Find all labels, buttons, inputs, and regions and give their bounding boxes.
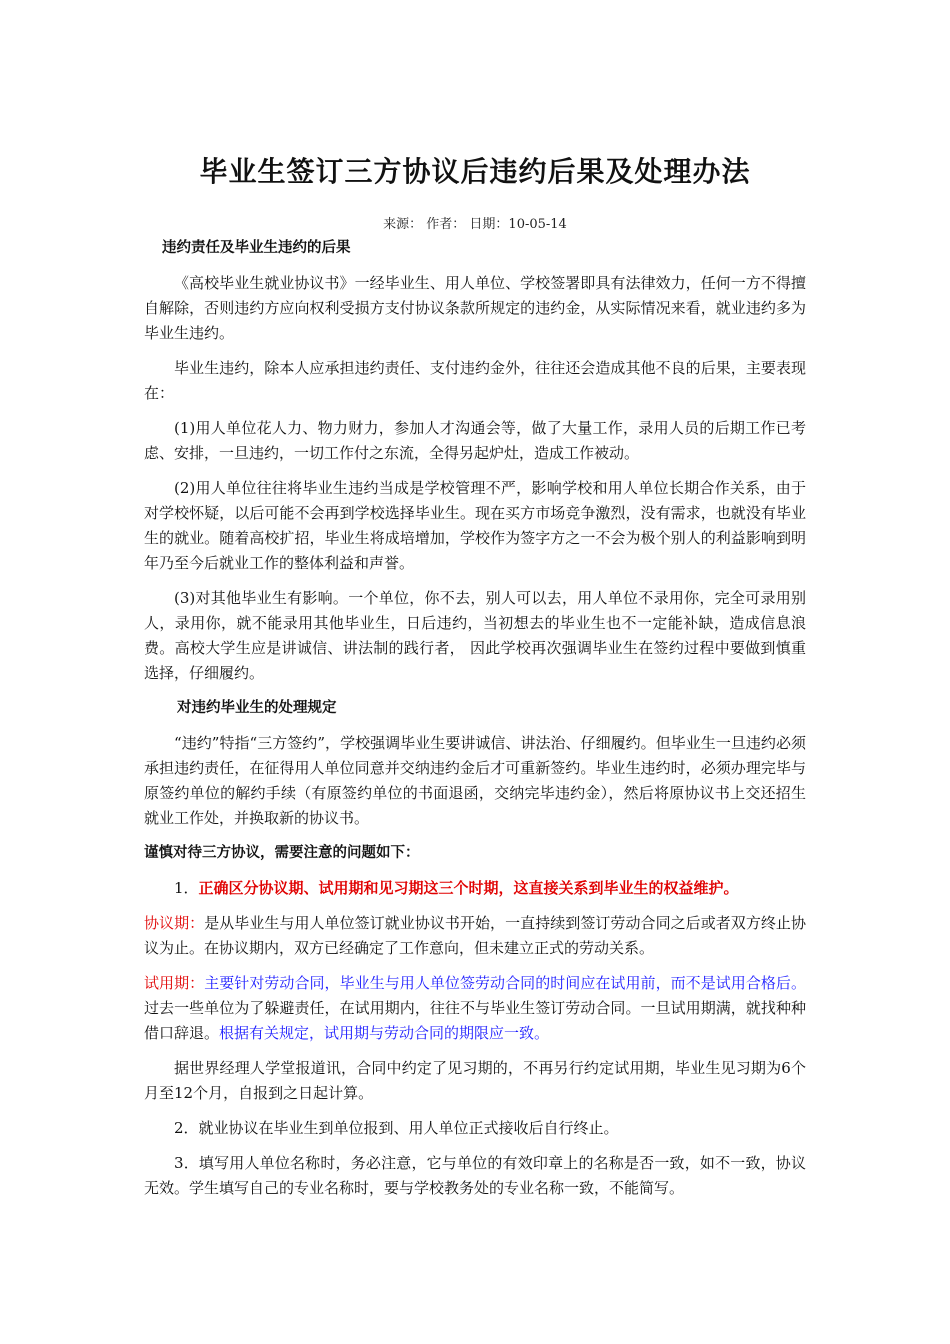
paragraph: (2)用人单位往往将毕业生违约当成是学校管理不严，影响学校和用人单位长期合作关系，由于对学校怀疑，以后可能不会再到学校选择毕业生。现在买方市场竞争激烈，没有需求，也就没有毕业生的就业。随着高校扩招，毕业生将成培增加，学校作为签字方之一不会为极个别人的利益影响到明年乃至今后就业工作的整体利益和声誉。 bbox=[144, 479, 806, 572]
paragraph-probation-period bbox=[144, 971, 806, 1046]
section-heading-breach: 违约责任及毕业生违约的后果 bbox=[162, 240, 351, 256]
article-body bbox=[144, 236, 806, 1211]
list-item: 2．就业协议在毕业生到单位报到、用人单位正式接收后自行终止。 bbox=[174, 1119, 619, 1137]
paragraph: “违约”特指“三方签约”，学校强调毕业生要讲诚信、讲法治、仔细履约。但毕业生一旦违约必须承担违约责任，在征得用人单位同意并交纳违约金后才可重新签约。毕业生违约时，必须办理完毕与原签约单位的解约手续（有原签约单位的书面退函，交纳完毕违约金），然后将原协议书上交还招生就业工作处，并换取新的协议书。 bbox=[144, 734, 806, 827]
list-item-highlight: 正确区分协议期、试用期和见习期这三个时期，这直接关系到毕业生的权益维护。 bbox=[198, 879, 739, 897]
page-title: 毕业生签订三方协议后违约后果及处理办法 bbox=[199, 155, 751, 188]
term-highlight: 主要针对劳动合同，毕业生与用人单位签劳动合同的时间应在试用前，而不是试用合格后。 bbox=[204, 974, 806, 992]
term-text: 是从毕业生与用人单位签订就业协议书开始，一直持续到签订劳动合同之后或者双方终止协议为止。在协议期内，双方已经确定了工作意向，但未建立正式的劳动关系。 bbox=[144, 914, 806, 957]
list-item-number: 1． bbox=[174, 879, 199, 897]
paragraph: (1)用人单位花人力、物力财力，参加人才沟通会等，做了大量工作，录用人员的后期工作已考虑、安排，一旦违约，一切工作付之东流，全得另起炉灶，造成工作被动。 bbox=[144, 419, 806, 462]
section-heading-notes: 谨慎对待三方协议，需要注意的问题如下： bbox=[144, 845, 420, 861]
paragraph-agreement-period bbox=[144, 911, 806, 961]
paragraph: 《高校毕业生就业协议书》一经毕业生、用人单位、学校签署即具有法律效力，任何一方不得擅自解除，否则违约方应向权利受损方支付协议条款所规定的违约金，从实际情况来看，就业违约多为毕业生违约。 bbox=[144, 274, 806, 342]
list-item bbox=[144, 876, 806, 901]
paragraph: (3)对其他毕业生有影响。一个单位，你不去，别人可以去，用人单位不录用你，完全可录用别人，录用你，就不能录用其他毕业生，日后违约，当初想去的毕业生也不一定能补缺，造成信息浪费。高校大学生应是讲诚信、讲法制的践行者， 因此学校再次强调毕业生在签约过程中要做到慎重选择，仔细履约。 bbox=[144, 589, 806, 682]
paragraph: 据世界经理人学堂报道讯，合同中约定了见习期的，不再另行约定试用期，毕业生见习期为6个月至12个月，自报到之日起计算。 bbox=[144, 1059, 806, 1102]
term-highlight: 根据有关规定，试用期与劳动合同的期限应一致。 bbox=[219, 1024, 550, 1042]
section-heading-rules: 对违约毕业生的处理规定 bbox=[177, 700, 337, 716]
list-item: 3．填写用人单位名称时，务必注意，它与单位的有效印章上的名称是否一致，如不一致，协议无效。学生填写自己的专业名称时，要与学校教务处的专业名称一致，不能简写。 bbox=[144, 1154, 806, 1197]
term-label: 协议期： bbox=[144, 914, 205, 932]
paragraph: 毕业生违约，除本人应承担违约责任、支付违约金外，往往还会造成其他不良的后果，主要表现在： bbox=[144, 359, 806, 402]
term-label: 试用期： bbox=[144, 974, 205, 992]
article-meta: 来源： 作者： 日期：10-05-14 bbox=[383, 217, 567, 232]
term-text: 过去一些单位为了躲避责任，在试用期内，往往不与毕业生签订劳动合同。一旦试用期满，就找种种借口辞退。 bbox=[144, 999, 806, 1042]
